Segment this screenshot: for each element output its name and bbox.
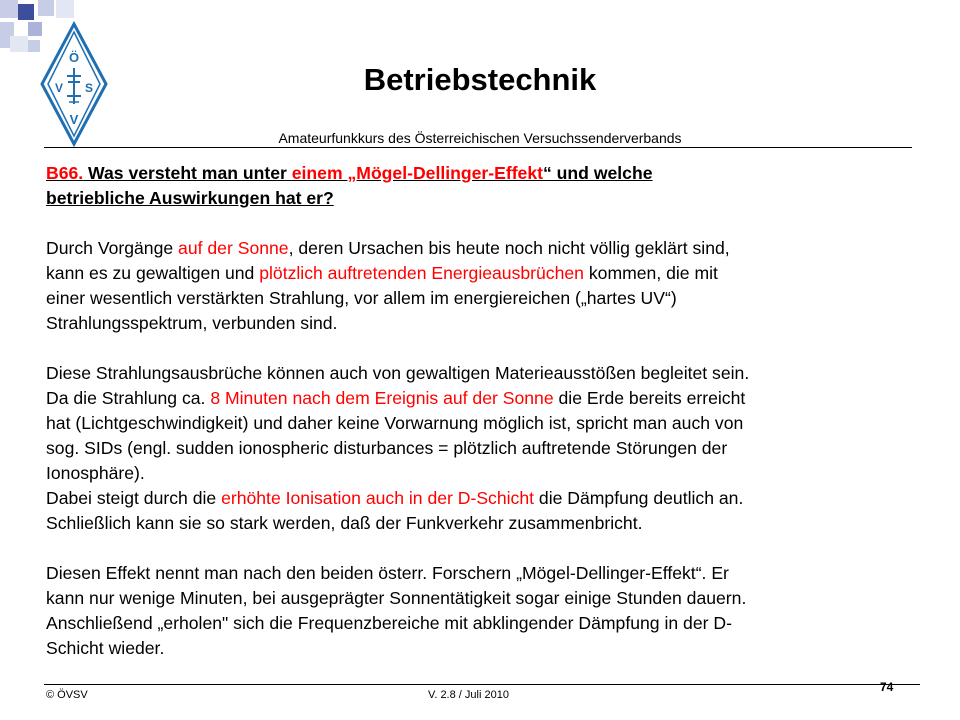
question-line-1: B66. Was versteht man unter einem „Mögel-Dellinger-Effekt“ und welche: [46, 163, 653, 183]
decor-square: [18, 4, 34, 20]
highlight-text: erhöhte Ionisation auch in der D-Schicht: [221, 488, 535, 508]
footer-divider: [44, 684, 920, 685]
decor-square: [38, 0, 54, 16]
paragraph-line: sog. SIDs (engl. sudden ionospheric disturbances = plötzlich auftretende Störungen der: [46, 438, 728, 458]
paragraph-line: kann es zu gewaltigen und plötzlich auftretenden Energieausbrüchen kommen, die mit: [46, 263, 718, 283]
paragraph-line: hat (Lichtgeschwindigkeit) und daher keine Vorwarnung möglich ist, spricht man auch von: [46, 413, 744, 433]
question-highlight: einem „Mögel-Dellinger-Effekt: [291, 163, 543, 183]
decor-square: [56, 0, 74, 18]
svg-text:Ö: Ö: [68, 50, 80, 65]
paragraph-line: Ionosphäre).: [46, 463, 145, 483]
decor-square: [28, 40, 40, 52]
paragraph-line: Da die Strahlung ca. 8 Minuten nach dem Ereignis auf der Sonne die Erde bereits erreicht: [46, 388, 746, 408]
paragraph-line: Dabei steigt durch die erhöhte Ionisation auch in der D-Schicht die Dämpfung deutlich an.: [46, 488, 744, 508]
svg-text:S: S: [84, 81, 94, 95]
header-divider: [44, 147, 912, 148]
footer-copyright: © ÖVSV: [46, 689, 88, 701]
highlight-text: plötzlich auftretenden Energieausbrüchen: [259, 263, 584, 283]
slide-content: [46, 161, 926, 661]
paragraph-line: Schicht wieder.: [46, 638, 165, 658]
paragraph-line: einer wesentlich verstärkten Strahlung, vor allem im energiereichen („hartes UV“): [46, 288, 677, 308]
svg-text:V: V: [69, 112, 79, 127]
page-subtitle: Amateurfunkkurs des Österreichischen Versuchssenderverbands: [278, 130, 682, 146]
paragraph-line: Anschließend „erholen" sich die Frequenzbereiche mit abklingender Dämpfung in der D-: [46, 613, 732, 633]
question-number: B66.: [46, 163, 84, 183]
paragraph-line: Strahlungsspektrum, verbunden sind.: [46, 313, 338, 333]
paragraph-line: Diese Strahlungsausbrüche können auch von gewaltigen Materieausstößen begleitet sein.: [46, 363, 750, 383]
footer-version: V. 2.8 / Juli 2010: [428, 689, 509, 701]
svg-text:V: V: [54, 81, 64, 95]
highlight-text: auf der Sonne: [178, 238, 289, 258]
paragraph-line: Diesen Effekt nennt man nach den beiden österr. Forschern „Mögel-Dellinger-Effekt“. Er: [46, 563, 729, 583]
question-line-2: betriebliche Auswirkungen hat er?: [46, 188, 334, 208]
decor-square: [0, 0, 18, 18]
paragraph-line: kann nur wenige Minuten, bei ausgeprägter Sonnentätigkeit sogar einige Stunden dauern.: [46, 588, 747, 608]
page-title: Betriebstechnik: [363, 62, 597, 97]
highlight-text: 8 Minuten nach dem Ereignis auf der Sonne: [210, 388, 554, 408]
paragraph-line: Schließlich kann sie so stark werden, daß der Funkverkehr zusammenbricht.: [46, 513, 643, 533]
decor-square: [10, 36, 28, 52]
page-number: 74: [880, 680, 894, 694]
paragraph-line: Durch Vorgänge auf der Sonne, deren Ursachen bis heute noch nicht völlig geklärt sind,: [46, 238, 730, 258]
